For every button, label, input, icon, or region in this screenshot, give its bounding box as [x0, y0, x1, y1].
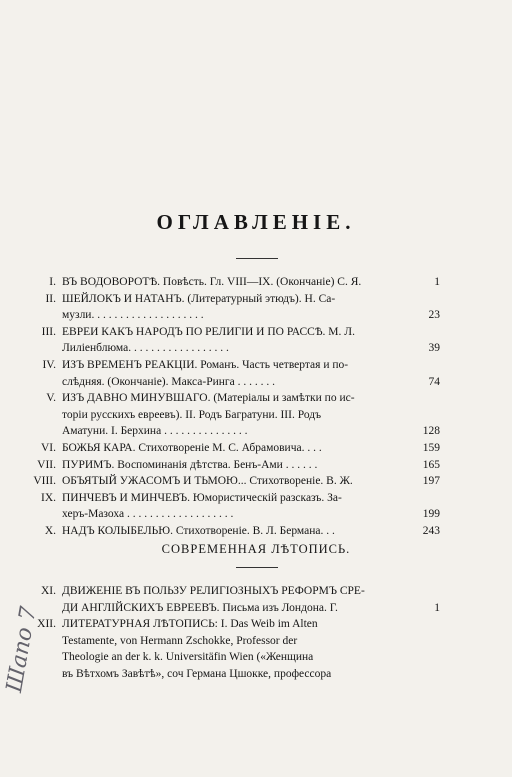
toc-entry-text: Testamente, von Hermann Zschokke, Professor der: [62, 634, 298, 647]
toc-page-number: 1: [434, 601, 440, 614]
margin-handwriting: Шапо 7: [2, 604, 42, 695]
page-title: ОГЛАВЛЕНІЕ.: [156, 210, 356, 234]
toc-entry-text: ДВИЖЕНІЕ ВЪ ПОЛЬЗУ РЕЛИГІОЗНЫХЪ РЕФОРМЪ СРЕ-: [62, 585, 365, 597]
toc-page-number: 1: [434, 276, 440, 288]
toc-entry-number: XI.: [40, 585, 56, 597]
toc-line: [0, 340, 512, 356]
toc-entry-text: ШЕЙЛОКЪ И НАТАНЪ. (Литературный этюдъ). Н. Са-: [62, 292, 336, 305]
toc-entry-text: ИЗЪ ДАВНО МИНУВШАГО. (Матеріалы и замѣтки по ис-: [62, 392, 355, 405]
toc-line: [0, 357, 512, 373]
toc-entry-number: VII.: [37, 458, 56, 471]
toc-line: [0, 616, 512, 632]
toc-entry-number: IV.: [42, 359, 56, 371]
toc-line: [0, 633, 512, 649]
toc-line: [0, 490, 512, 506]
toc-entry-number: VI.: [40, 442, 56, 454]
toc-line: [0, 506, 512, 522]
toc-line: [0, 473, 512, 489]
toc-entry-number: XII.: [37, 618, 56, 631]
toc-entry-text: НАДЪ КОЛЫБЕЛЬЮ. Стихотвореніе. В. Л. Бермана. . .: [62, 525, 335, 537]
toc-entry-text: ПИНЧЕВЪ И МИНЧЕВЪ. Юмористическій разсказъ. За-: [62, 491, 342, 504]
toc-entry-text: ЛИТЕРАТУРНАЯ ЛѢТОПИСЬ: I. Das Weib im Alten: [62, 618, 318, 631]
toc-page-number: 74: [428, 375, 440, 388]
toc-entry-text: ДИ АНГЛІЙСКИХЪ ЕВРЕЕВЪ. Письма изъ Лондона. Г.: [62, 601, 338, 614]
toc-entry-text: ИЗЪ ВРЕМЕНЪ РЕАКЦІИ. Романъ. Часть четвертая и по-: [62, 359, 349, 371]
toc-line: [0, 390, 512, 406]
toc-entry-number: III.: [41, 325, 56, 338]
toc-line: [0, 440, 512, 456]
toc-entry-number: II.: [45, 292, 56, 305]
section-title: СОВРЕМЕННАЯ ЛѢТОПИСЬ.: [161, 542, 351, 556]
toc-entry-text: ПУРИМЪ. Воспоминанія дѣтства. Бенъ-Ами . . . . . .: [62, 458, 318, 471]
toc-line: [0, 457, 512, 473]
toc-entry-text: слѣдняя. (Окончаніе). Макса-Ринга . . . . . . .: [62, 375, 275, 388]
toc-entry-text: въ Вѣтхомъ Завѣтѣ», соч Германа Цшокке, профессора: [62, 668, 332, 680]
toc-page-number: 199: [422, 508, 440, 521]
toc-line: [0, 649, 512, 665]
toc-page-number: 243: [422, 525, 440, 537]
toc-entry-text: ОБЪЯТЫЙ УЖАСОМЪ И ТЬМОЮ... Стихотвореніе. В. Ж.: [62, 475, 353, 488]
toc-entry-number: V.: [46, 392, 56, 405]
toc-entry-text: БОЖЬЯ КАРА. Стихотвореніе М. С. Абрамовича. . . .: [62, 442, 322, 454]
section-rule: [236, 567, 278, 568]
toc-entry-text: Theologie an der k. k. Universitäfin Wien («Женщина: [62, 651, 314, 664]
toc-line: [0, 407, 512, 423]
toc-entry-text: Аматуни. I. Берхина . . . . . . . . . . . . . . .: [62, 425, 248, 438]
toc-entry-text: херъ-Мазоха . . . . . . . . . . . . . . . . . . .: [62, 508, 234, 521]
toc-page-number: 197: [422, 475, 440, 488]
toc-line: [0, 307, 512, 323]
toc-line: [0, 374, 512, 390]
toc-entry-text: ВЪ ВОДОВОРОТѢ. Повѣсть. Гл. VIII—IX. (Окончаніе) С. Я.: [62, 276, 362, 288]
toc-entry-number: I.: [49, 276, 56, 288]
toc-line: [0, 600, 512, 616]
toc-page-number: 128: [422, 425, 440, 438]
toc-page-number: 39: [428, 342, 440, 355]
toc-line: [0, 291, 512, 307]
toc-line: [0, 423, 512, 439]
toc-entry-number: X.: [44, 525, 56, 537]
toc-page-number: 165: [422, 458, 440, 471]
toc-page-number: 159: [422, 442, 440, 454]
toc-line: [0, 666, 512, 682]
toc-line: [0, 324, 512, 340]
toc-entry-text: ЕВРЕИ КАКЪ НАРОДЪ ПО РЕЛИГІИ И ПО РАССѢ. М. Л.: [62, 325, 355, 338]
toc-entry-number: IX.: [40, 491, 56, 504]
toc-entry-text: торіи русскихъ евреевъ). II. Родъ Багратуни. III. Родъ: [62, 408, 322, 421]
toc-entry-number: VIII.: [33, 475, 56, 488]
toc-line: [0, 583, 512, 599]
toc-entry-text: музли. . . . . . . . . . . . . . . . . . . .: [62, 309, 204, 322]
toc-line: [0, 274, 512, 290]
toc-line: [0, 523, 512, 539]
toc-entry-text: Лиліенблюма. . . . . . . . . . . . . . . . . .: [62, 342, 229, 355]
toc-page-number: 23: [428, 309, 440, 322]
